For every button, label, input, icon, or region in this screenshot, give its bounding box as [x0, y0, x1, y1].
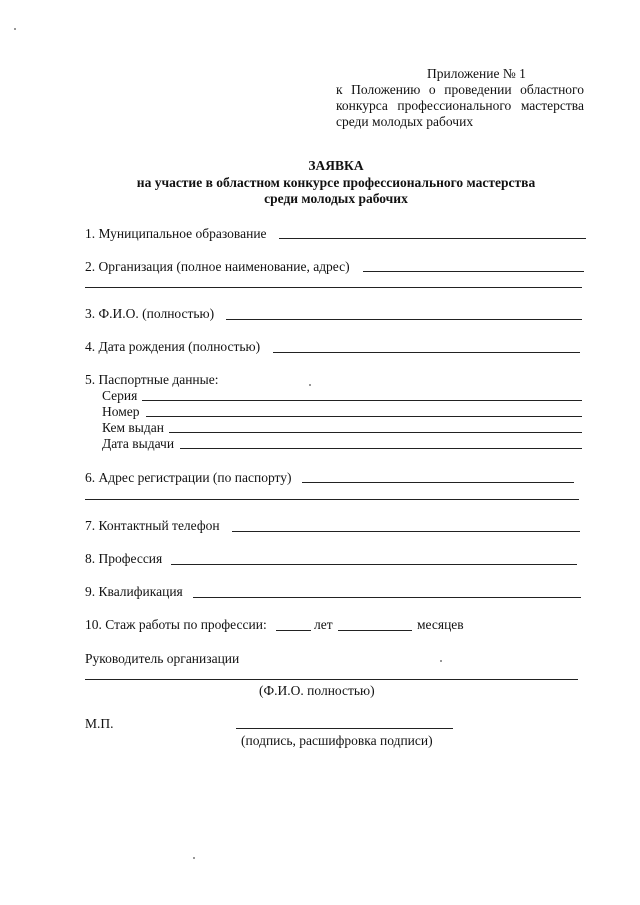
full-name-field-line[interactable]	[226, 319, 582, 320]
registration-field-line-2[interactable]	[85, 499, 579, 500]
organization-field-line[interactable]	[363, 271, 584, 272]
appendix-line-2: конкурса профессионального мастерства	[336, 98, 584, 113]
head-of-organization-label: Руководитель организации	[85, 651, 240, 666]
head-name-caption: (Ф.И.О. полностью)	[259, 683, 375, 698]
scan-speck	[193, 857, 195, 859]
signature-caption: (подпись, расшифровка подписи)	[241, 733, 433, 748]
scan-speck	[14, 28, 16, 30]
head-name-line[interactable]	[85, 679, 578, 680]
profession-field-line[interactable]	[171, 564, 577, 565]
experience-label: 10. Стаж работы по профессии:	[85, 617, 267, 632]
experience-years-line[interactable]	[276, 630, 311, 631]
profession-label: 8. Профессия	[85, 551, 163, 566]
passport-series-label: Серия	[102, 388, 138, 403]
passport-series-line[interactable]	[142, 400, 582, 401]
qualification-field-line[interactable]	[193, 597, 581, 598]
appendix-title: Приложение № 1	[427, 66, 526, 81]
form-subtitle-1: на участие в областном конкурсе профессионального мастерства	[136, 175, 536, 190]
scan-speck	[440, 660, 442, 662]
experience-years-label: лет	[314, 617, 333, 632]
appendix-line-3: среди молодых рабочих	[336, 114, 474, 129]
passport-number-label: Номер	[102, 404, 140, 419]
birth-date-field-line[interactable]	[273, 352, 580, 353]
full-name-label: 3. Ф.И.О. (полностью)	[85, 306, 215, 321]
experience-months-line[interactable]	[338, 630, 412, 631]
municipality-field-line[interactable]	[279, 238, 586, 239]
phone-field-line[interactable]	[232, 531, 580, 532]
organization-label: 2. Организация (полное наименование, адрес)	[85, 259, 350, 274]
form-subtitle-2: среди молодых рабочих	[264, 191, 408, 206]
passport-issue-date-line[interactable]	[180, 448, 582, 449]
stamp-label: М.П.	[85, 716, 114, 731]
form-title: ЗАЯВКА	[308, 158, 364, 173]
municipality-label: 1. Муниципальное образование	[85, 226, 267, 241]
passport-issue-date-label: Дата выдачи	[102, 436, 175, 451]
birth-date-label: 4. Дата рождения (полностью)	[85, 339, 261, 354]
phone-label: 7. Контактный телефон	[85, 518, 220, 533]
scan-speck	[309, 384, 311, 386]
registration-label: 6. Адрес регистрации (по паспорту)	[85, 470, 292, 485]
registration-field-line[interactable]	[302, 482, 574, 483]
signature-line[interactable]	[236, 728, 453, 729]
passport-issued-by-label: Кем выдан	[102, 420, 164, 435]
passport-title: 5. Паспортные данные:	[85, 372, 219, 387]
passport-number-line[interactable]	[146, 416, 582, 417]
qualification-label: 9. Квалификация	[85, 584, 183, 599]
appendix-line-1: к Положению о проведении областного	[336, 82, 584, 97]
experience-months-label: месяцев	[417, 617, 464, 632]
passport-issued-by-line[interactable]	[169, 432, 582, 433]
organization-field-line-2[interactable]	[85, 287, 582, 288]
